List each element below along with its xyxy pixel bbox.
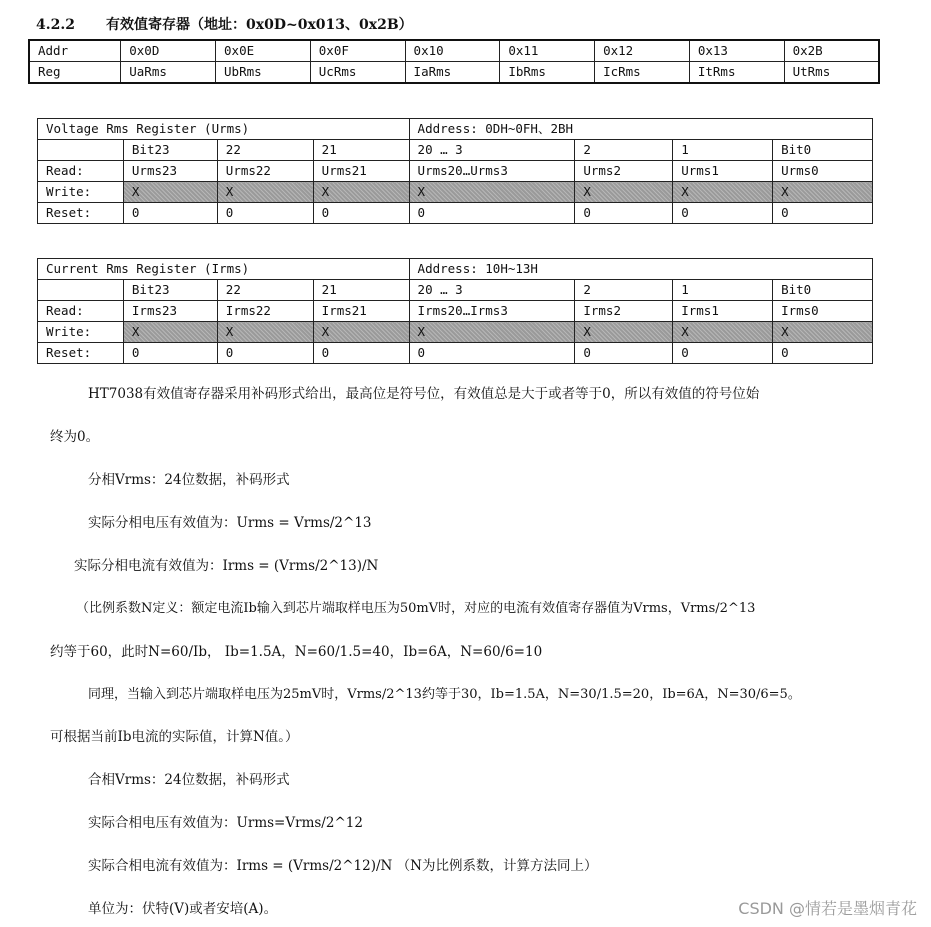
table-cell: Write: [38, 322, 124, 343]
table-cell: UtRms [784, 62, 879, 84]
reset-row [38, 203, 873, 224]
table-cell: X [773, 322, 873, 343]
register-title: Current Rms Register (Irms) [38, 259, 410, 280]
paragraph-line: 分相Vrms：24位数据，补码形式 [88, 472, 290, 488]
watermark: CSDN @情若是墨烟青花 [738, 899, 917, 918]
table-cell: Irms1 [673, 301, 773, 322]
table-cell: Read: [38, 161, 124, 182]
table-cell: X [773, 182, 873, 203]
section-title: 有效值寄存器（地址：0x0D~0x013、0x2B） [106, 17, 413, 33]
table-cell: 1 [673, 280, 773, 301]
register-title: Voltage Rms Register (Urms) [38, 119, 410, 140]
table-cell: 0 [123, 203, 217, 224]
table-cell: Urms0 [773, 161, 873, 182]
read-row [38, 301, 873, 322]
table-cell: 0 [409, 343, 575, 364]
table-cell: UcRms [310, 62, 405, 84]
table-cell: X [313, 182, 409, 203]
table-cell: Bit0 [773, 280, 873, 301]
paragraph-line: 单位为：伏特(V)或者安培(A)。 [88, 901, 278, 917]
table-cell: Urms22 [217, 161, 313, 182]
addr-row [29, 40, 879, 62]
table-cell: Reset: [38, 343, 124, 364]
paragraph-line: 可根据当前Ib电流的实际值，计算N值。） [50, 729, 299, 745]
table-cell: Bit23 [123, 280, 217, 301]
table-cell: UbRms [216, 62, 311, 84]
title-row [38, 119, 873, 140]
table-cell: Reset: [38, 203, 124, 224]
voltage-rms-register-table [37, 118, 873, 224]
paragraph-line: 合相Vrms：24位数据，补码形式 [88, 772, 290, 788]
bit-row [38, 140, 873, 161]
table-cell: Irms20…Irms3 [409, 301, 575, 322]
table-cell: Urms2 [575, 161, 673, 182]
table-cell: Bit0 [773, 140, 873, 161]
table-cell: 0x12 [595, 40, 690, 62]
table-cell: 0x11 [500, 40, 595, 62]
table-cell: X [673, 182, 773, 203]
current-rms-register-table [37, 258, 873, 364]
table-cell: 0x2B [784, 40, 879, 62]
table-cell: 0 [575, 343, 673, 364]
table-cell: 22 [217, 140, 313, 161]
table-cell: X [123, 322, 217, 343]
table-cell: Urms20…Urms3 [409, 161, 575, 182]
table-cell: Irms2 [575, 301, 673, 322]
table-cell: X [217, 182, 313, 203]
table-cell: 0 [575, 203, 673, 224]
paragraph-line: 同理，当输入到芯片端取样电压为25mV时，Vrms/2^13约等于30，Ib=1.5A，N=30/1.5=20，Ib=6A，N=30/6=5。 [88, 687, 801, 702]
table-cell: Read: [38, 301, 124, 322]
table-cell: IcRms [595, 62, 690, 84]
table-cell: 0 [123, 343, 217, 364]
table-cell: Urms21 [313, 161, 409, 182]
table-cell: X [673, 322, 773, 343]
register-address: Address: 10H~13H [409, 259, 872, 280]
table-cell: Reg [29, 62, 121, 84]
table-cell: 0 [313, 343, 409, 364]
table-cell: IaRms [405, 62, 500, 84]
bit-row [38, 280, 873, 301]
table-cell: Irms22 [217, 301, 313, 322]
table-cell [38, 280, 124, 301]
table-cell: Irms0 [773, 301, 873, 322]
table-cell: 0x10 [405, 40, 500, 62]
table-cell: ItRms [689, 62, 784, 84]
section-number: 4.2.2 [36, 17, 75, 33]
table-cell: 0 [673, 203, 773, 224]
table-cell: X [217, 322, 313, 343]
section-heading [36, 14, 413, 34]
table-cell: 1 [673, 140, 773, 161]
table-cell: Urms23 [123, 161, 217, 182]
table-cell: 20 … 3 [409, 280, 575, 301]
table-cell: 0 [773, 203, 873, 224]
address-table [28, 39, 880, 84]
table-cell: 0 [673, 343, 773, 364]
table-cell: 20 … 3 [409, 140, 575, 161]
table-cell: Irms23 [123, 301, 217, 322]
paragraph-line: HT7038有效值寄存器采用补码形式给出，最高位是符号位，有效值总是大于或者等于0，所以有效值的符号位始 [88, 386, 760, 402]
table-cell: Bit23 [123, 140, 217, 161]
table-cell: 0 [313, 203, 409, 224]
read-row [38, 161, 873, 182]
table-cell: X [575, 322, 673, 343]
table-cell: X [409, 322, 575, 343]
table-cell [38, 140, 124, 161]
table-cell: 0 [217, 343, 313, 364]
table-cell: Irms21 [313, 301, 409, 322]
register-address: Address: 0DH~0FH、2BH [409, 119, 872, 140]
table-cell: 0 [409, 203, 575, 224]
table-cell: 22 [217, 280, 313, 301]
title-row [38, 259, 873, 280]
paragraph-line: 实际合相电压有效值为：Urms=Vrms/2^12 [88, 815, 363, 831]
paragraph-line: （比例系数N定义：额定电流Ib输入到芯片端取样电压为50mV时，对应的电流有效值寄存器值为Vrms，Vrms/2^13 [76, 601, 756, 616]
table-cell: 2 [575, 140, 673, 161]
paragraph-line: 实际分相电压有效值为：Urms = Vrms/2^13 [88, 515, 372, 531]
paragraph-line: 实际分相电流有效值为：Irms = (Vrms/2^13)/N [74, 558, 379, 574]
table-cell: 21 [313, 280, 409, 301]
write-row [38, 182, 873, 203]
table-cell: Write: [38, 182, 124, 203]
paragraph-line: 终为0。 [50, 429, 100, 445]
table-cell: X [313, 322, 409, 343]
table-cell: 0x0F [310, 40, 405, 62]
table-cell: X [123, 182, 217, 203]
table-cell: 21 [313, 140, 409, 161]
reset-row [38, 343, 873, 364]
table-cell: 0x0D [121, 40, 216, 62]
paragraph-line: 约等于60，此时N=60/Ib， Ib=1.5A，N=60/1.5=40，Ib=6A，N=60/6=10 [50, 644, 543, 660]
table-cell: X [409, 182, 575, 203]
table-cell: Addr [29, 40, 121, 62]
reg-row [29, 62, 879, 84]
table-cell: 0x0E [216, 40, 311, 62]
table-cell: 2 [575, 280, 673, 301]
table-cell: Urms1 [673, 161, 773, 182]
write-row [38, 322, 873, 343]
table-cell: IbRms [500, 62, 595, 84]
table-cell: 0 [773, 343, 873, 364]
table-cell: 0 [217, 203, 313, 224]
table-cell: 0x13 [689, 40, 784, 62]
paragraph-line: 实际合相电流有效值为：Irms = (Vrms/2^12)/N （N为比例系数，计算方法同上） [88, 858, 598, 874]
table-cell: X [575, 182, 673, 203]
table-cell: UaRms [121, 62, 216, 84]
